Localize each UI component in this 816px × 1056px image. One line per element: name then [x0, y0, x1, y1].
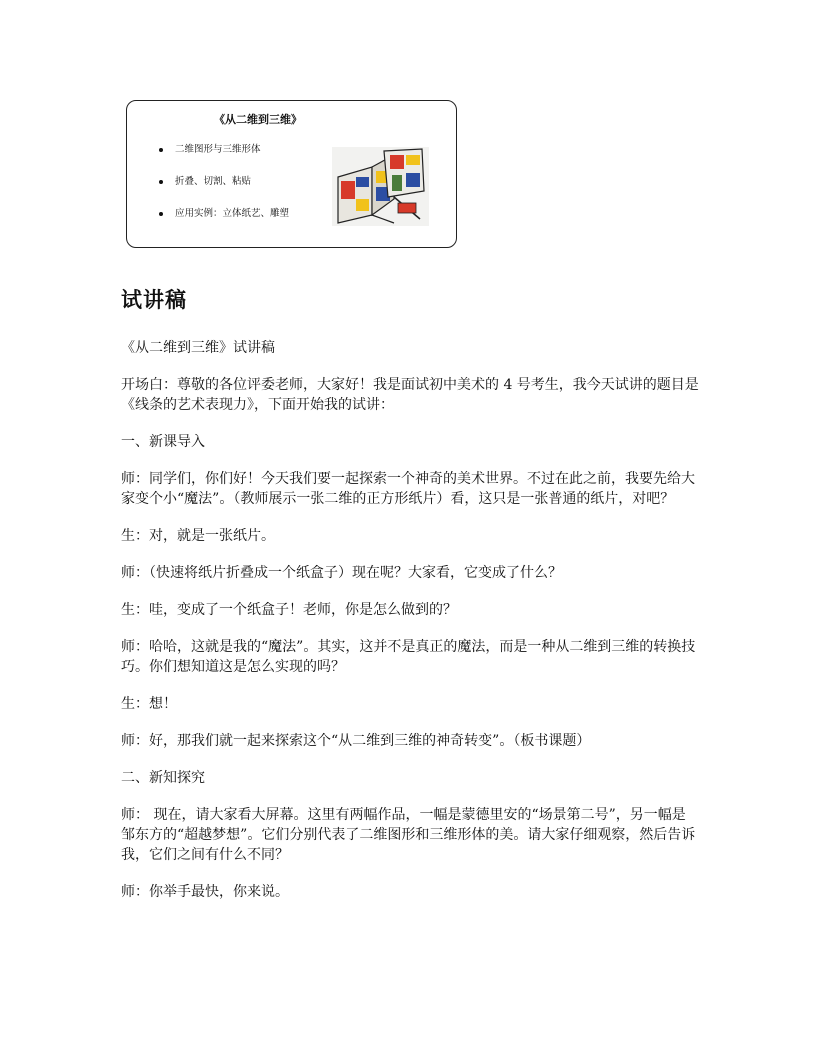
- bullet-dot-icon: [159, 148, 163, 152]
- script-body: [121, 338, 699, 919]
- paragraph: 师： 现在，请大家看大屏幕。这里有两幅作品，一幅是蒙德里安的“场景第二号”，另一幅是邹东方的“超越梦想”。它们分别代表了二维图形和三维形体的美。请大家仔细观察，然后告诉我，它们之间有什么不同？: [121, 807, 696, 863]
- paragraph: 师：同学们，你们好！今天我们要一起探索一个神奇的美术世界。不过在此之前，我要先给大家变个小“魔法”。（教师展示一张二维的正方形纸片）看，这只是一张普通的纸片，对吧？: [121, 471, 695, 507]
- bullet-dot-icon: [159, 212, 163, 216]
- bullet-dot-icon: [159, 180, 163, 184]
- paragraph: 开场白：尊敬的各位评委老师，大家好！我是面试初中美术的 4 号考生，我今天试讲的题目是《线条的艺术表现力》，下面开始我的试讲：: [121, 377, 699, 413]
- slide-bullet-text: 应用实例：立体纸艺、雕塑: [175, 208, 290, 219]
- slide-bullet-text: 折叠、切割、粘贴: [175, 176, 252, 187]
- paragraph: 师：你举手最快，你来说。: [121, 884, 289, 900]
- slide-bullet-text: 二维图形与三维形体: [175, 144, 261, 155]
- paragraph: 生：想！: [121, 696, 177, 712]
- slide-bullet: [159, 175, 289, 207]
- paragraph: 生：哇，变成了一个纸盒子！老师，你是怎么做到的？: [121, 602, 457, 618]
- slide-card: [126, 100, 457, 248]
- doc-subtitle: 《从二维到三维》试讲稿: [121, 340, 275, 356]
- mondrian-cube-sculpture-image: [332, 147, 429, 226]
- slide-bullet-list: [159, 143, 289, 239]
- section-heading: 一、新课导入: [121, 434, 205, 450]
- paragraph: 师：好，那我们就一起来探索这个“从二维到三维的神奇转变”。（板书课题）: [121, 733, 591, 749]
- paragraph: 生：对，就是一张纸片。: [121, 528, 275, 544]
- page-heading: 试讲稿: [121, 288, 187, 312]
- slide-bullet: [159, 207, 289, 239]
- slide-bullet: [159, 143, 289, 175]
- section-heading: 二、新知探究: [121, 770, 205, 786]
- slide-title: 《从二维到三维》: [214, 113, 302, 126]
- paragraph: 师：哈哈，这就是我的“魔法”。其实，这并不是真正的魔法，而是一种从二维到三维的转换技巧。你们想知道这是怎么实现的吗？: [121, 639, 696, 675]
- paragraph: 师：（快速将纸片折叠成一个纸盒子）现在呢？大家看，它变成了什么？: [121, 565, 562, 581]
